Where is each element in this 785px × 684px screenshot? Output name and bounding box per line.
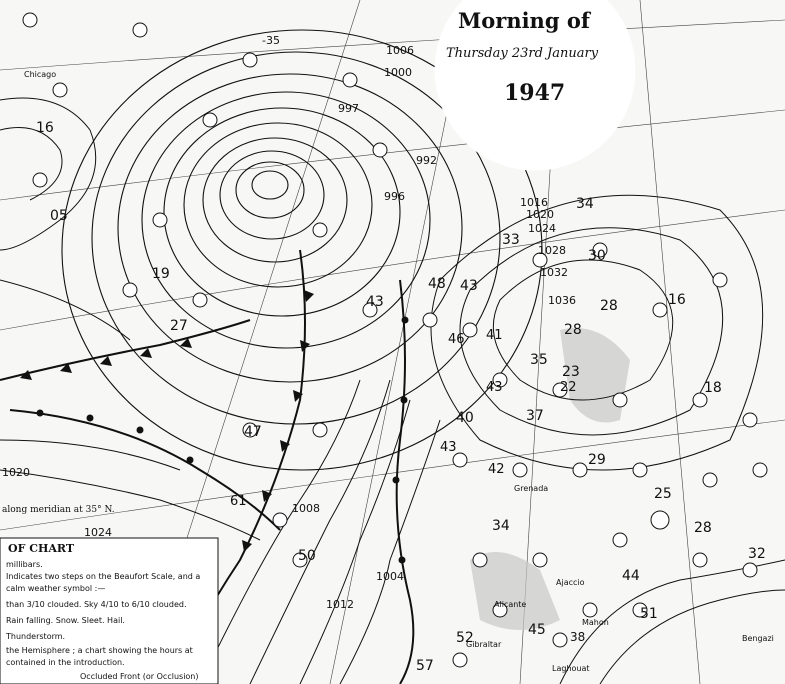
place-label: Bengazi	[742, 634, 774, 643]
station-value: 35	[530, 352, 548, 368]
place-label: Laghouat	[552, 664, 590, 673]
isobar-label: 992	[416, 154, 437, 167]
station-value: 05	[50, 208, 68, 224]
station-value: 43	[366, 294, 384, 310]
station-value: 16	[668, 292, 686, 308]
title-year: 1947	[504, 80, 566, 106]
station-value: 45	[528, 622, 546, 638]
isobar-label: 1024	[84, 526, 112, 539]
place-label: Alicante	[494, 600, 527, 609]
isobar-label: 1024	[528, 222, 556, 235]
isobar-label: 1020	[2, 466, 30, 479]
station-value: 30	[588, 248, 606, 264]
station-value: 34	[492, 518, 510, 534]
station-value: 41	[486, 328, 503, 343]
station-value: 48	[428, 276, 446, 292]
legend-line: Thunderstorm.	[6, 632, 66, 641]
legend-line: the Hemisphere ; a chart showing the hours at	[6, 646, 193, 655]
isobar-label: 996	[384, 190, 405, 203]
station-value: 47	[244, 424, 262, 440]
station-value: 38	[570, 630, 586, 644]
station-value: 27	[170, 318, 188, 334]
station-value: 61	[230, 494, 247, 509]
legend-line: millibars.	[6, 560, 43, 569]
legend-line: contained in the introduction.	[6, 658, 125, 667]
station-value: 50	[298, 548, 316, 564]
place-label: Ajaccio	[556, 578, 585, 587]
station-value: 33	[502, 232, 520, 248]
isobar-label: 1000	[384, 66, 412, 79]
title-date: Thursday 23rd January	[446, 46, 599, 61]
land-shading	[470, 328, 630, 630]
station-value: 25	[654, 486, 672, 502]
place-label: Grenada	[514, 484, 549, 493]
station-value: 42	[488, 462, 505, 477]
station-value: 34	[576, 196, 594, 212]
meridian-note: along meridian at 35° N.	[2, 505, 115, 515]
isobar-label: 997	[338, 102, 359, 115]
isobar-label: 1008	[292, 502, 320, 515]
station-value: 23	[562, 364, 580, 380]
chart-title	[428, 0, 642, 160]
place-label: Mahon	[582, 618, 609, 627]
isobar-label: 1006	[386, 44, 414, 57]
station-value: 43	[460, 278, 478, 294]
station-value: 51	[640, 606, 658, 622]
station-value: 22	[560, 380, 577, 395]
station-value: 44	[622, 568, 640, 584]
station-value: 37	[526, 408, 544, 424]
legend-line: Indicates two steps on the Beaufort Scale, and a	[6, 572, 201, 581]
station-value: 32	[748, 546, 766, 562]
legend-header: OF CHART	[8, 542, 75, 555]
station-value: 28	[600, 298, 618, 314]
station-value: 52	[456, 630, 474, 646]
isobar-label: 1036	[548, 294, 576, 307]
station-value: 40	[456, 410, 474, 426]
station-value: 16	[36, 120, 54, 136]
station-value: 29	[588, 452, 606, 468]
isobar-label: 1020	[526, 208, 554, 221]
isobar-label: 1012	[326, 598, 354, 611]
station-value: 28	[564, 322, 582, 338]
station-value: 43	[440, 440, 457, 455]
station-value: 19	[152, 266, 170, 282]
station-value: 18	[704, 380, 722, 396]
place-label: Gibraltar	[466, 640, 502, 649]
legend-line: than 3/10 clouded. Sky 4/10 to 6/10 clouded.	[6, 600, 187, 609]
legend	[0, 538, 218, 684]
isobar-label: 1028	[538, 244, 566, 257]
legend-line: calm weather symbol :—	[6, 584, 106, 593]
isobar-label: 1032	[540, 266, 568, 279]
station-value: 28	[694, 520, 712, 536]
place-label: Chicago	[24, 70, 57, 79]
station-value: 57	[416, 658, 434, 674]
isobar-label: 1004	[376, 570, 404, 583]
title-line1: Morning of	[458, 8, 590, 33]
isobar-label: -35	[262, 34, 280, 47]
station-value: 46	[448, 332, 465, 347]
legend-line: Occluded Front (or Occlusion)	[80, 672, 199, 681]
legend-line: Rain falling. Snow. Sleet. Hail.	[6, 616, 125, 625]
isobar-label: 1016	[520, 196, 548, 209]
station-value: 43	[486, 380, 503, 395]
